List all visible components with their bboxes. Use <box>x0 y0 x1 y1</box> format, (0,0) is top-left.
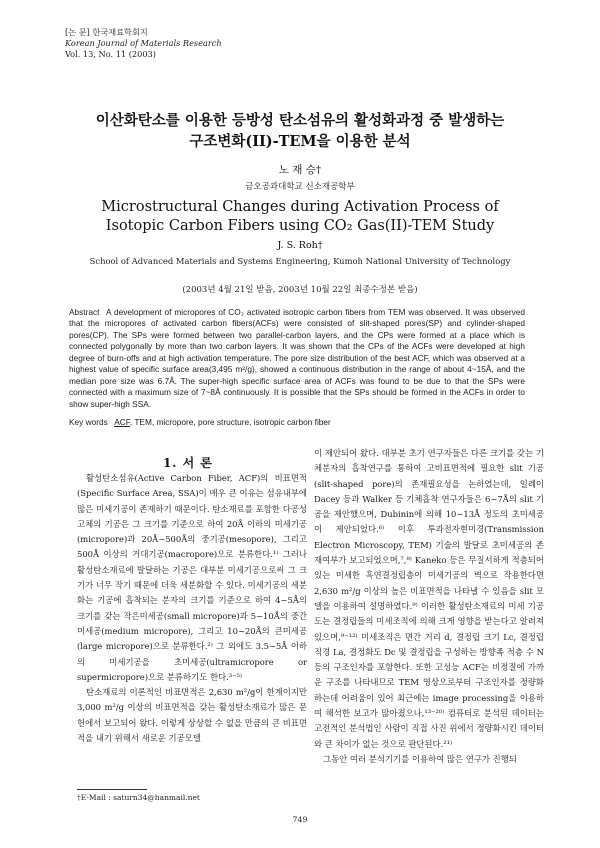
intro-paragraph-2: 탄소재료의 이론적인 비표면적은 2,630 m²/g이 한계이지만 3,000 m²/g 이상의 비표면적을 갖는 활성탄소재료가 많은 문헌에서 보고되어 왔다. 이렇게 상상할 수 없을 만큼의 큰 비표면적을 내기 위해서 새로운 기공모델 <box>77 687 307 744</box>
footnote-email: †E-Mail : saturn34@hanmail.net <box>77 793 200 802</box>
keywords-rest: , TEM, micropore, pore structure, isotropic carbon fiber <box>129 417 331 427</box>
keywords <box>69 417 525 427</box>
intro-paragraph-1: 활성탄소섬유(Active Carbon Fiber, ACF)의 비표면적(Specific Surface Area, SSA)이 매우 큰 이유는 섬유내부에 많은 미세기공이 존재하기 때문이다. 탄소재료를 포함한 다공성 고체의 기공은 그 크기를 기준으로 하여 20Å 이하의 미세기공(micropore)과 20Å~500Å의 중기공(mesopore), 그리고 500Å 이상의 거대기공(macropore)으로 분류한다.¹⁾ 그러나 활성탄소재료에 발달하는 기공은 대부분 미세기공으로써 그 크기가 너무 작기 때문에 더욱 세분화할 수 있다. 미세기공의 세분화는 기공에 흡착되는 분자의 크기를 기준으로 하여 4~5Å의 크기를 갖는 작은미세공(small micropore)과 5~10Å의 중간미세공(medium micropore), 그리고 10~20Å의 큰미세공(large micropore)으로 분류한다.²⁾ 그 외에도 3.5~5Å 이하의 미세기공을 초미세공(ultramicropore or supermicropore)으로 분류하기도 한다.³⁻⁵⁾ <box>77 473 307 682</box>
korean-title-line1: 이산화탄소를 이용한 등방성 탄소섬유의 활성화과정 중 발생하는 <box>95 112 505 129</box>
footnote-divider <box>77 789 147 790</box>
journal-header <box>65 27 365 60</box>
right-paragraph-1: 이 제안되어 왔다. 대부분 초기 연구자들은 다른 크기를 갖는 기체분자의 흡착연구를 통하여 고비표면적에 필요한 slit 기공(slit-shaped pore)의 존재필요성을 논하였는데, 일례이 Dacey 등과 Walker 등 기체흡착 연구자들은 6~7Å의 slit 기공을 제안했으며, Dubinin에 의해 10~13Å 정도의 초미세공이 제안되었다.⁶⁾ 이후 투과전자현미경(Transmission Electron Microscopy, TEM) 기술의 발달로 초미세공의 존재여부가 보고되었으며,⁷,⁸⁾ Kaneko 등은 무질서하게 적층되어 있는 미세한 흑연결정립층이 미세기공의 벽으로 작용한다면 2,630 m²/g 이상의 높은 비표면적을 나타낼 수 있음을 slit 모델을 이용하여 설명하였다.⁹⁾ 이러한 활성탄소재료의 미세 기공도는 결정립들의 미세조직에 의해 크게 영향을 받는다고 알려져 있으며,⁹⁻¹²⁾ 미세조직은 면간 거리 d, 결정립 크기 Lc, 결정립 직경 La, 결정화도 Dc 및 결정립을 구성하는 방향족 적층 수 N 등의 구조인자를 포함한다. 또한 고성능 ACF는 비정질에 가까운 구조를 나타내므로 TEM 영상으로부터 구조인자를 정량화 하는데 어려움이 있어 최근에는 image processing을 이용하여 해석한 보고가 많아졌으나,¹³⁻²⁰⁾ 컴퓨터로 분석된 데이터는 고전적인 분석법인 사람이 직접 사진 위에서 정량화시킨 데이터와 큰 차이가 없는 것으로 판단된다.²¹⁾ <box>314 448 544 749</box>
abstract-text: A development of micropores of CO₂ activated isotropic carbon fibers from TEM was observed. It was observed that the micropores of activated carbon fibers(ACFs) were consisted of slit-shaped pores(SP) and cylinder-shaped pores(CP). The SPs were formed between two parallel-carbon layers, and the CPs were formed at a place which is connected polygonally by more than two carbon layers. It was shown that the CPs of the ACFs were developed at high degree of burn-offs and at high activation temperature. The pore size distribution of the best ACF, which was observed at a highest value of specific surface area(3,495 m²/g), showed a continuous distribution in the range of about 4~15Å, and the median pore size was 6.7Å. The super-high specific surface area of ACFs was found to be due to that the SPs were connected with a maximum size of 7~8Å continuously. It is possible that the SPs should be formed in the ACFs in order to show super-high SSA. <box>69 307 525 409</box>
korean-title <box>40 110 560 152</box>
abstract-label: Abstract <box>69 307 100 317</box>
affiliation-english: School of Advanced Materials and Systems Engineering, Kumoh National University of Technology <box>89 256 511 266</box>
journal-name-kr: [논 문] 한국재료학회지 <box>65 27 148 37</box>
korean-title-line2: 구조변화(II)-TEM을 이용한 분석 <box>189 133 411 150</box>
journal-name-en: Korean Journal of Materials Research <box>65 38 222 48</box>
left-column <box>77 471 307 746</box>
abstract <box>69 307 525 410</box>
received-dates: (2003년 4월 21일 받음, 2003년 10월 22일 최종수정본 받음) <box>182 285 418 295</box>
affiliation-korean: 금오공과대학교 신소재공학부 <box>245 182 355 192</box>
english-title-line1: Microstructural Changes during Activation Process of <box>101 199 499 215</box>
right-column <box>314 446 544 767</box>
keywords-label: Key words <box>69 417 108 427</box>
keyword-acf: ACF <box>114 417 130 427</box>
author-english: J. S. Roh† <box>277 240 323 251</box>
page-number: 749 <box>292 815 308 824</box>
english-title-line2: Isotopic Carbon Fibers using CO₂ Gas(II)-TEM Study <box>105 218 495 234</box>
author-korean: 노 재 승† <box>278 164 322 176</box>
right-paragraph-2: 그동안 여러 분석기기를 이용하여 많은 연구가 진행되 <box>323 753 517 764</box>
section-title-introduction: 1. 서 론 <box>162 456 214 470</box>
english-title <box>40 198 560 236</box>
journal-volume: Vol. 13, No. 11 (2003) <box>65 49 156 59</box>
